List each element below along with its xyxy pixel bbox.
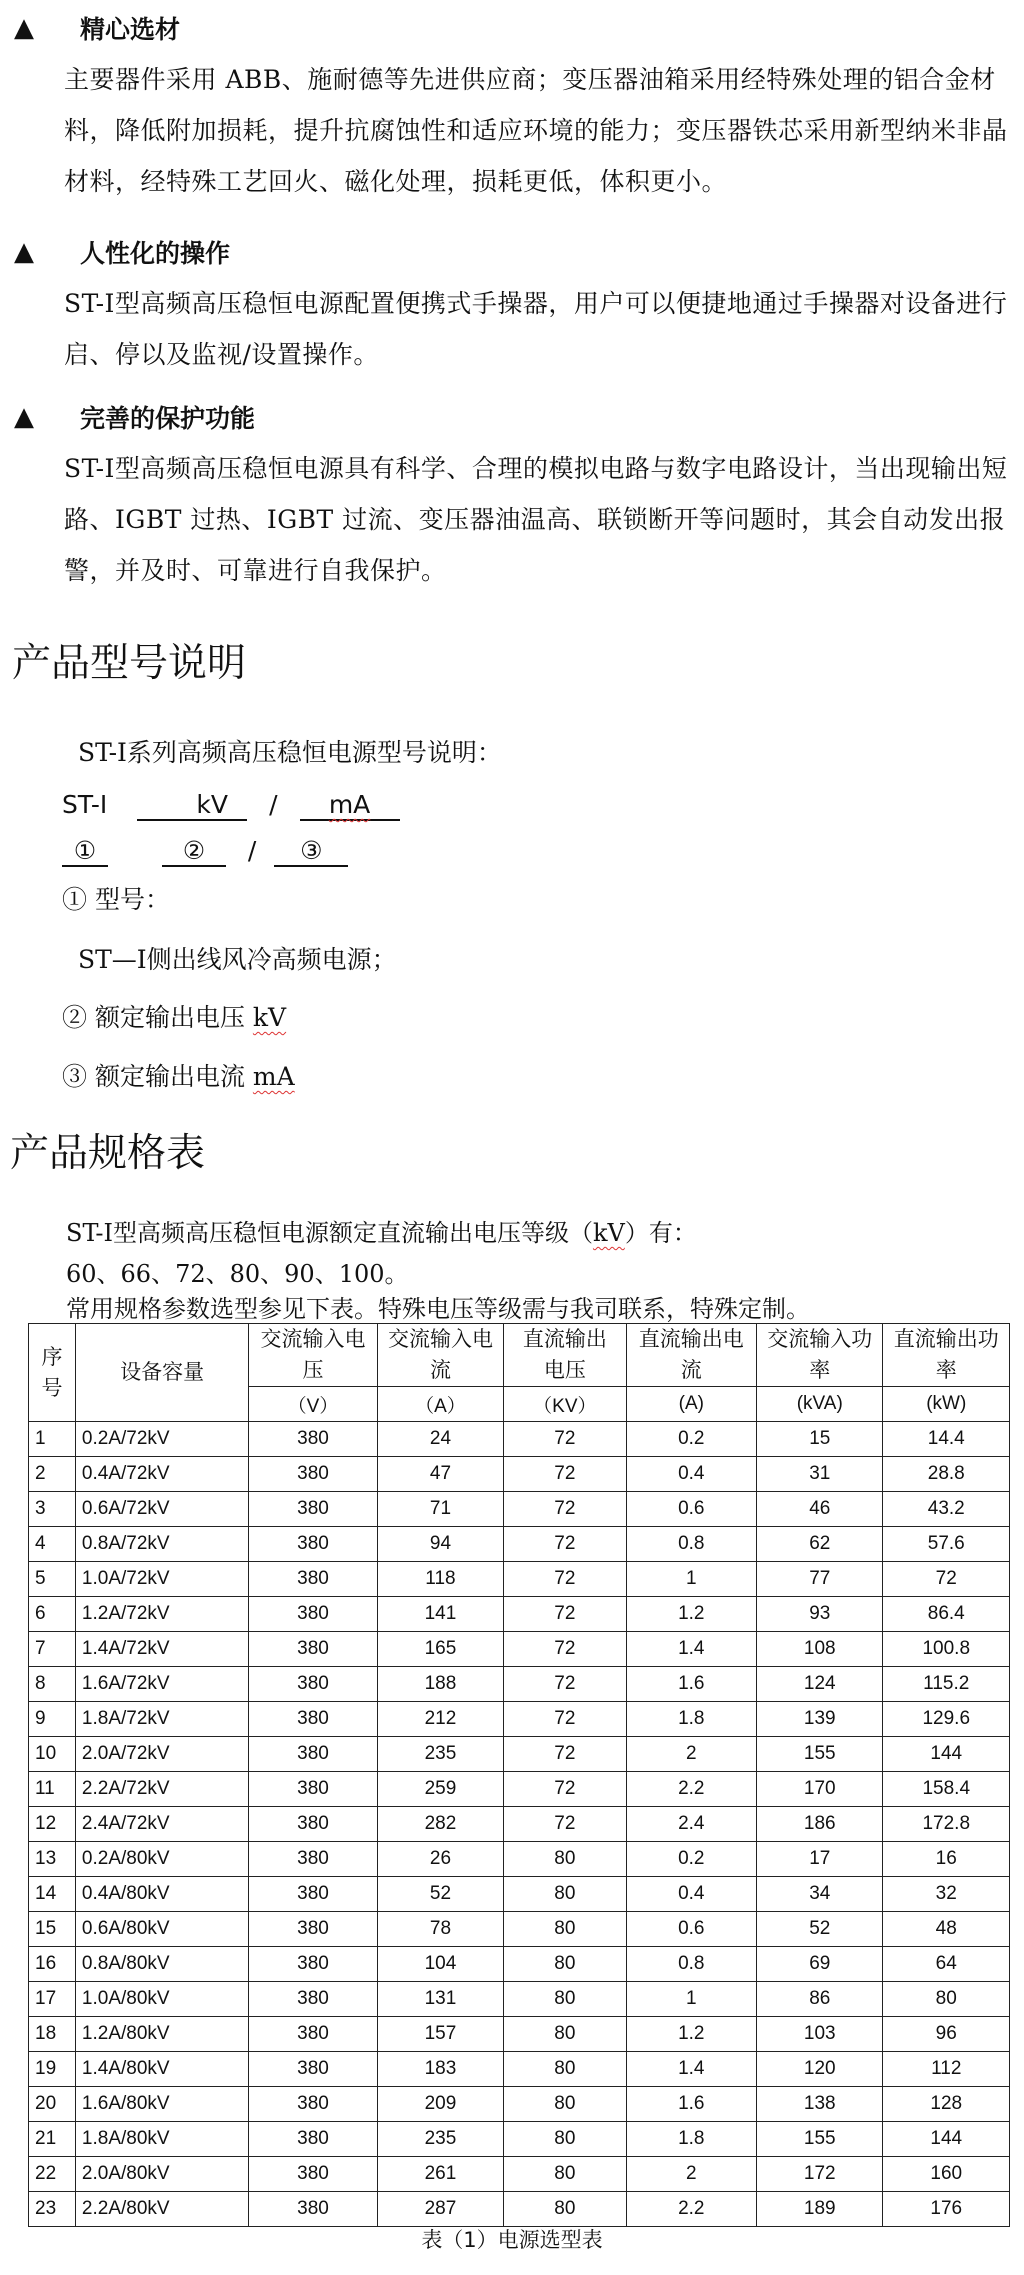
header-dc-voltage: 直流输出电压	[504, 1324, 626, 1387]
cell-capacity: 2.2A/72kV	[75, 1772, 248, 1807]
cell-dc-current: 2.2	[626, 1772, 757, 1807]
cell-dc-voltage: 72	[504, 1632, 626, 1667]
cell-ac-current: 282	[377, 1807, 503, 1842]
cell-dc-current: 2	[626, 2157, 757, 2192]
cell-ac-voltage: 380	[249, 1772, 377, 1807]
cell-input-power: 108	[757, 1632, 883, 1667]
cell-no: 20	[29, 2087, 76, 2122]
cell-dc-voltage: 72	[504, 1597, 626, 1632]
cell-ac-voltage: 380	[249, 1842, 377, 1877]
cell-ac-current: 259	[377, 1772, 503, 1807]
cell-capacity: 0.8A/80kV	[75, 1947, 248, 1982]
cell-dc-voltage: 72	[504, 1737, 626, 1772]
table-row	[29, 1982, 1010, 2017]
marker-1: ①	[62, 837, 108, 867]
cell-output-power: 80	[883, 1982, 1010, 2017]
cell-dc-voltage: 80	[504, 1842, 626, 1877]
cell-output-power: 86.4	[883, 1597, 1010, 1632]
table-row	[29, 1807, 1010, 1842]
cell-ac-current: 94	[377, 1527, 503, 1562]
table-row	[29, 1527, 1010, 1562]
table-row	[29, 2087, 1010, 2122]
header-no: 序号	[29, 1324, 76, 1422]
cell-ac-voltage: 380	[249, 1947, 377, 1982]
cell-dc-voltage: 80	[504, 1982, 626, 2017]
cell-dc-current: 2.4	[626, 1807, 757, 1842]
cell-no: 5	[29, 1562, 76, 1597]
cell-capacity: 2.0A/72kV	[75, 1737, 248, 1772]
triangle-bullet-icon: ▲	[14, 402, 34, 432]
cell-input-power: 103	[757, 2017, 883, 2052]
cell-capacity: 1.2A/80kV	[75, 2017, 248, 2052]
cell-dc-current: 0.8	[626, 1947, 757, 1982]
cell-ac-voltage: 380	[249, 2122, 377, 2157]
cell-dc-current: 1.4	[626, 1632, 757, 1667]
cell-dc-current: 1.2	[626, 2017, 757, 2052]
cell-output-power: 112	[883, 2052, 1010, 2087]
cell-capacity: 1.6A/80kV	[75, 2087, 248, 2122]
model-prefix: ST-Ⅰ	[62, 790, 108, 819]
table-row	[29, 1772, 1010, 1807]
cell-dc-voltage: 72	[504, 1772, 626, 1807]
cell-dc-voltage: 72	[504, 1667, 626, 1702]
cell-output-power: 72	[883, 1562, 1010, 1597]
marker-2: ②	[162, 837, 226, 867]
spec-table	[28, 1323, 1010, 2227]
cell-output-power: 64	[883, 1947, 1010, 1982]
cell-output-power: 96	[883, 2017, 1010, 2052]
cell-dc-voltage: 72	[504, 1422, 626, 1457]
cell-dc-current: 1.6	[626, 1667, 757, 1702]
cell-output-power: 43.2	[883, 1492, 1010, 1527]
cell-dc-current: 1.8	[626, 2122, 757, 2157]
table-row	[29, 1877, 1010, 1912]
cell-input-power: 155	[757, 1737, 883, 1772]
cell-input-power: 155	[757, 2122, 883, 2157]
cell-dc-voltage: 80	[504, 1947, 626, 1982]
cell-capacity: 0.4A/80kV	[75, 1877, 248, 1912]
cell-ac-voltage: 380	[249, 1527, 377, 1562]
cell-ac-current: 287	[377, 2192, 503, 2227]
cell-no: 18	[29, 2017, 76, 2052]
table-row	[29, 1702, 1010, 1737]
cell-output-power: 14.4	[883, 1422, 1010, 1457]
table-row	[29, 1632, 1010, 1667]
unit-cell: （V）	[249, 1387, 377, 1422]
cell-capacity: 0.6A/80kV	[75, 1912, 248, 1947]
cell-dc-voltage: 72	[504, 1492, 626, 1527]
cell-input-power: 124	[757, 1667, 883, 1702]
cell-output-power: 100.8	[883, 1632, 1010, 1667]
cell-input-power: 189	[757, 2192, 883, 2227]
cell-input-power: 170	[757, 1772, 883, 1807]
cell-dc-current: 0.2	[626, 1842, 757, 1877]
table-row	[29, 1667, 1010, 1702]
cell-no: 12	[29, 1807, 76, 1842]
cell-dc-current: 1	[626, 1562, 757, 1597]
cell-capacity: 1.0A/80kV	[75, 1982, 248, 2017]
cell-ac-voltage: 380	[249, 1702, 377, 1737]
table-row	[29, 1492, 1010, 1527]
header-capacity: 设备容量	[75, 1324, 248, 1422]
cell-no: 3	[29, 1492, 76, 1527]
spec-heading: 产品规格表	[10, 1131, 206, 1176]
cell-ac-voltage: 380	[249, 1877, 377, 1912]
cell-dc-current: 0.2	[626, 1422, 757, 1457]
model-marker-line	[62, 836, 348, 867]
table-row	[29, 2052, 1010, 2087]
cell-ac-current: 188	[377, 1667, 503, 1702]
feature-text: ST-Ⅰ型高频高压稳恒电源配置便携式手操器，用户可以便捷地通过手操器对设备进行启、停以及监视/设置操作。	[64, 289, 1008, 369]
cell-ac-voltage: 380	[249, 1912, 377, 1947]
cell-output-power: 115.2	[883, 1667, 1010, 1702]
cell-ac-voltage: 380	[249, 2157, 377, 2192]
cell-output-power: 128	[883, 2087, 1010, 2122]
cell-capacity: 2.4A/72kV	[75, 1807, 248, 1842]
table-row	[29, 1422, 1010, 1457]
cell-no: 1	[29, 1422, 76, 1457]
cell-no: 21	[29, 2122, 76, 2157]
cell-output-power: 32	[883, 1877, 1010, 1912]
cell-ac-voltage: 380	[249, 2087, 377, 2122]
header-dc-current: 直流输出电流	[626, 1324, 757, 1387]
model-slash: /	[269, 790, 278, 819]
cell-ac-current: 52	[377, 1877, 503, 1912]
cell-ac-current: 118	[377, 1562, 503, 1597]
kv-blank: kV	[137, 791, 247, 821]
marker-3: ③	[274, 837, 348, 867]
cell-no: 13	[29, 1842, 76, 1877]
cell-dc-voltage: 80	[504, 2192, 626, 2227]
unit-cell: （A）	[377, 1387, 503, 1422]
cell-input-power: 17	[757, 1842, 883, 1877]
header-output-power: 直流输出功率	[883, 1324, 1010, 1387]
cell-dc-voltage: 72	[504, 1807, 626, 1842]
cell-dc-voltage: 72	[504, 1527, 626, 1562]
cell-ac-current: 26	[377, 1842, 503, 1877]
cell-dc-current: 2	[626, 1737, 757, 1772]
cell-output-power: 172.8	[883, 1807, 1010, 1842]
cell-ac-current: 209	[377, 2087, 503, 2122]
cell-dc-voltage: 80	[504, 2122, 626, 2157]
cell-capacity: 0.2A/72kV	[75, 1422, 248, 1457]
table-row	[29, 1597, 1010, 1632]
cell-capacity: 1.2A/72kV	[75, 1597, 248, 1632]
cell-no: 22	[29, 2157, 76, 2192]
cell-input-power: 186	[757, 1807, 883, 1842]
unit-cell: (kVA)	[757, 1387, 883, 1422]
cell-ac-current: 78	[377, 1912, 503, 1947]
triangle-bullet-icon: ▲	[14, 13, 34, 43]
cell-capacity: 0.6A/72kV	[75, 1492, 248, 1527]
cell-input-power: 172	[757, 2157, 883, 2192]
cell-no: 2	[29, 1457, 76, 1492]
cell-input-power: 86	[757, 1982, 883, 2017]
cell-ac-voltage: 380	[249, 1667, 377, 1702]
table-row	[29, 1737, 1010, 1772]
cell-no: 7	[29, 1632, 76, 1667]
cell-dc-voltage: 72	[504, 1457, 626, 1492]
cell-input-power: 139	[757, 1702, 883, 1737]
cell-ac-voltage: 380	[249, 1492, 377, 1527]
cell-dc-current: 0.6	[626, 1492, 757, 1527]
cell-dc-current: 0.6	[626, 1912, 757, 1947]
cell-output-power: 16	[883, 1842, 1010, 1877]
cell-dc-voltage: 72	[504, 1562, 626, 1597]
cell-input-power: 93	[757, 1597, 883, 1632]
cell-ac-current: 157	[377, 2017, 503, 2052]
table-row	[29, 2192, 1010, 2227]
cell-no: 15	[29, 1912, 76, 1947]
cell-output-power: 28.8	[883, 1457, 1010, 1492]
cell-dc-voltage: 72	[504, 1702, 626, 1737]
marker-slash: /	[247, 836, 257, 865]
cell-dc-current: 0.4	[626, 1877, 757, 1912]
model-heading: 产品型号说明	[12, 641, 247, 686]
cell-ac-current: 104	[377, 1947, 503, 1982]
model-intro: ST-Ⅰ系列高频高压稳恒电源型号说明：	[78, 738, 502, 767]
feature-title: 精心选材	[80, 15, 181, 44]
cell-output-power: 129.6	[883, 1702, 1010, 1737]
cell-ac-current: 141	[377, 1597, 503, 1632]
spec-intro: ST-Ⅰ型高频高压稳恒电源额定直流输出电压等级（kV）有：	[66, 1219, 697, 1247]
cell-input-power: 15	[757, 1422, 883, 1457]
unit-kv: kV	[252, 1003, 287, 1032]
model-item-1-desc: ST—Ⅰ侧出线风冷高频电源；	[78, 945, 397, 974]
cell-input-power: 138	[757, 2087, 883, 2122]
cell-input-power: 69	[757, 1947, 883, 1982]
cell-input-power: 52	[757, 1912, 883, 1947]
cell-output-power: 144	[883, 1737, 1010, 1772]
header-ac-voltage: 交流输入电压	[249, 1324, 377, 1387]
feature-text: ST-Ⅰ型高频高压稳恒电源具有科学、合理的模拟电路与数字电路设计，当出现输出短路、IGBT 过热、IGBT 过流、变压器油温高、联锁断开等问题时，其会自动发出报警，并及时、可靠进行自我保护。	[64, 454, 1008, 585]
cell-ac-voltage: 380	[249, 1632, 377, 1667]
cell-output-power: 158.4	[883, 1772, 1010, 1807]
cell-capacity: 0.2A/80kV	[75, 1842, 248, 1877]
table-row	[29, 2157, 1010, 2192]
cell-dc-current: 1.6	[626, 2087, 757, 2122]
cell-dc-current: 2.2	[626, 2192, 757, 2227]
cell-ac-voltage: 380	[249, 1737, 377, 1772]
cell-output-power: 176	[883, 2192, 1010, 2227]
spec-levels: 60、66、72、80、90、100。	[66, 1260, 409, 1288]
unit-cell: (A)	[626, 1387, 757, 1422]
cell-ac-current: 212	[377, 1702, 503, 1737]
cell-dc-current: 1.8	[626, 1702, 757, 1737]
cell-output-power: 160	[883, 2157, 1010, 2192]
unit-ma: mA	[252, 1062, 295, 1091]
cell-ac-current: 71	[377, 1492, 503, 1527]
feature-title: 完善的保护功能	[80, 404, 256, 433]
cell-dc-current: 0.4	[626, 1457, 757, 1492]
cell-dc-current: 1.2	[626, 1597, 757, 1632]
cell-capacity: 2.0A/80kV	[75, 2157, 248, 2192]
cell-input-power: 62	[757, 1527, 883, 1562]
cell-dc-voltage: 80	[504, 1877, 626, 1912]
cell-dc-voltage: 80	[504, 2157, 626, 2192]
cell-input-power: 31	[757, 1457, 883, 1492]
unit-cell: （KV）	[504, 1387, 626, 1422]
cell-no: 11	[29, 1772, 76, 1807]
cell-input-power: 46	[757, 1492, 883, 1527]
cell-capacity: 0.4A/72kV	[75, 1457, 248, 1492]
cell-ac-voltage: 380	[249, 2017, 377, 2052]
cell-capacity: 1.4A/80kV	[75, 2052, 248, 2087]
header-input-power: 交流输入功率	[757, 1324, 883, 1387]
cell-ac-voltage: 380	[249, 1562, 377, 1597]
header-ac-current: 交流输入电流	[377, 1324, 503, 1387]
cell-dc-voltage: 80	[504, 2052, 626, 2087]
cell-no: 17	[29, 1982, 76, 2017]
cell-no: 8	[29, 1667, 76, 1702]
cell-ac-voltage: 380	[249, 1597, 377, 1632]
cell-capacity: 1.8A/80kV	[75, 2122, 248, 2157]
cell-no: 23	[29, 2192, 76, 2227]
table-header-row	[29, 1324, 1010, 1387]
cell-output-power: 48	[883, 1912, 1010, 1947]
cell-dc-current: 0.8	[626, 1527, 757, 1562]
cell-dc-voltage: 80	[504, 2017, 626, 2052]
cell-ac-current: 47	[377, 1457, 503, 1492]
cell-no: 16	[29, 1947, 76, 1982]
table-row	[29, 2122, 1010, 2157]
cell-dc-current: 1.4	[626, 2052, 757, 2087]
spec-note: 常用规格参数选型参见下表。特殊电压等级需与我司联系，特殊定制。	[66, 1295, 810, 1323]
model-code-line	[62, 790, 400, 821]
model-item-3: ③ 额定输出电流 mA	[62, 1062, 295, 1091]
cell-capacity: 1.8A/72kV	[75, 1702, 248, 1737]
cell-ac-voltage: 380	[249, 1807, 377, 1842]
table-row	[29, 1562, 1010, 1597]
cell-no: 6	[29, 1597, 76, 1632]
cell-no: 9	[29, 1702, 76, 1737]
cell-ac-current: 261	[377, 2157, 503, 2192]
table-row	[29, 1947, 1010, 1982]
table-row	[29, 1457, 1010, 1492]
model-item-2: ② 额定输出电压 kV	[62, 1003, 287, 1032]
cell-dc-voltage: 80	[504, 2087, 626, 2122]
cell-ac-voltage: 380	[249, 2052, 377, 2087]
cell-ac-current: 235	[377, 2122, 503, 2157]
cell-ac-current: 165	[377, 1632, 503, 1667]
table-body	[29, 1422, 1010, 2227]
cell-no: 4	[29, 1527, 76, 1562]
cell-capacity: 1.6A/72kV	[75, 1667, 248, 1702]
cell-ac-voltage: 380	[249, 1422, 377, 1457]
cell-no: 10	[29, 1737, 76, 1772]
cell-ac-current: 235	[377, 1737, 503, 1772]
cell-ac-voltage: 380	[249, 2192, 377, 2227]
cell-no: 14	[29, 1877, 76, 1912]
cell-ac-voltage: 380	[249, 1982, 377, 2017]
feature-title: 人性化的操作	[80, 239, 231, 268]
cell-dc-voltage: 80	[504, 1912, 626, 1947]
table-caption: 表（1）电源选型表	[421, 2228, 603, 2252]
table-row	[29, 1842, 1010, 1877]
cell-output-power: 144	[883, 2122, 1010, 2157]
cell-no: 19	[29, 2052, 76, 2087]
cell-ac-current: 183	[377, 2052, 503, 2087]
table-row	[29, 1912, 1010, 1947]
cell-ac-current: 24	[377, 1422, 503, 1457]
unit-cell: (kW)	[883, 1387, 1010, 1422]
cell-capacity: 0.8A/72kV	[75, 1527, 248, 1562]
cell-input-power: 77	[757, 1562, 883, 1597]
model-item-1: ① 型号：	[62, 885, 170, 914]
cell-output-power: 57.6	[883, 1527, 1010, 1562]
cell-capacity: 1.4A/72kV	[75, 1632, 248, 1667]
ma-blank: mA	[300, 791, 400, 821]
cell-capacity: 1.0A/72kV	[75, 1562, 248, 1597]
cell-ac-current: 131	[377, 1982, 503, 2017]
feature-text: 主要器件采用 ABB、施耐德等先进供应商；变压器油箱采用经特殊处理的铝合金材料，降低附加损耗，提升抗腐蚀性和适应环境的能力；变压器铁芯采用新型纳米非晶材料，经特殊工艺回火、磁化处理，损耗更低，体积更小。	[64, 65, 1008, 196]
cell-capacity: 2.2A/80kV	[75, 2192, 248, 2227]
table-row	[29, 2017, 1010, 2052]
cell-input-power: 120	[757, 2052, 883, 2087]
cell-input-power: 34	[757, 1877, 883, 1912]
cell-ac-voltage: 380	[249, 1457, 377, 1492]
cell-dc-current: 1	[626, 1982, 757, 2017]
triangle-bullet-icon: ▲	[14, 237, 34, 267]
